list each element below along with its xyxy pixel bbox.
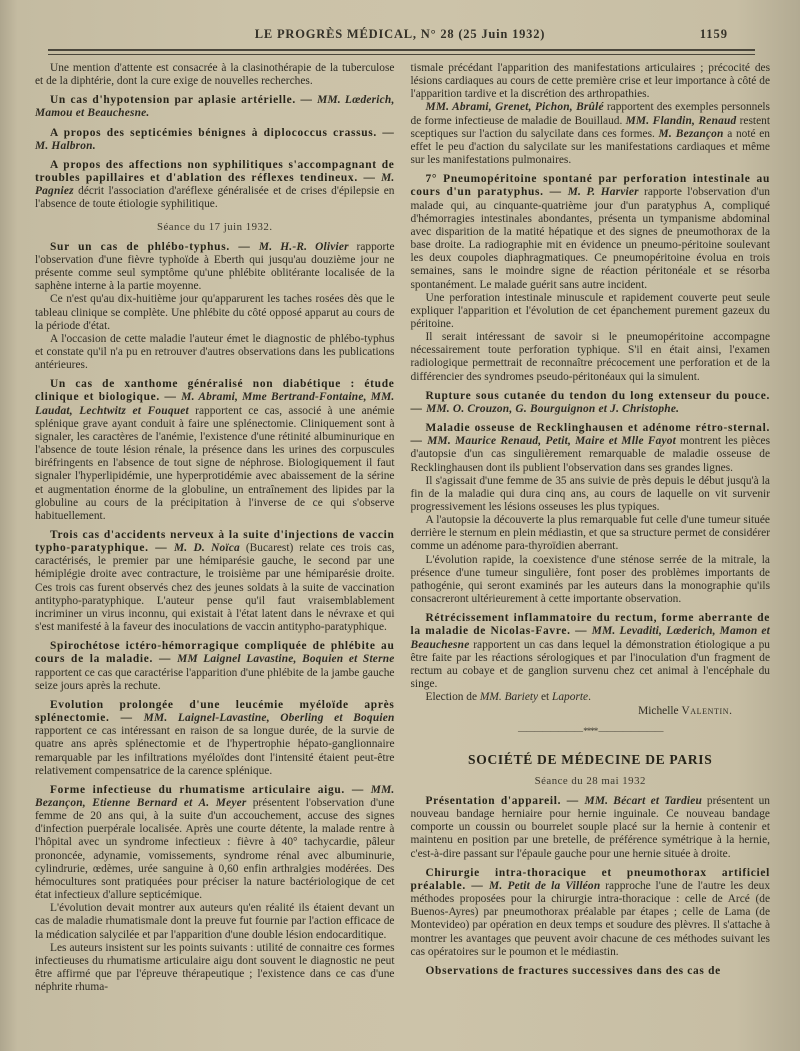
seance-heading <box>411 775 771 788</box>
text-run: Valentin <box>681 705 730 718</box>
text-run: MM. Bécart et Tardieu <box>584 794 702 807</box>
text-run: MM. Levaditi, Lœderich, Mamon et Beauchesne <box>410 625 770 651</box>
text-run: M. Halbron. <box>35 139 96 152</box>
text-run: Un cas d'hypotension par aplasie artérielle. — <box>50 94 318 107</box>
text-run: Evolution prolongée d'une leucémie myéloïde après splénectomie. — <box>35 698 395 725</box>
continuation-paragraph <box>411 62 771 101</box>
text-run: rapportent des exemples personnels de forme infectieuse de maladie de Bouillaud. <box>410 101 770 127</box>
paragraph <box>35 333 395 372</box>
communication-heading-paragraph <box>35 699 395 778</box>
text-run: M. Abrami, Mme Bertrand-Fontaine, MM. Laudat, Lechtwitz et Fouquet <box>35 391 395 417</box>
text-run: MM. Bariety <box>479 691 539 704</box>
text-run: Maladie osseuse de Recklinghausen et adénome rétro-sternal. — <box>410 422 770 448</box>
text-run: Ce n'est qu'au dix-huitième jour qu'apparurent les taches rosées dès que le tableau clinique se complète. Une phlébite du côté opposé apparut au cours de la période d'état. <box>35 293 395 332</box>
text-run: M. H.-R. Olivier <box>258 240 349 253</box>
text-run: . <box>729 705 732 718</box>
text-run: Spirochétose ictéro-hémorragique compliquée de phlébite au cours de la maladie. — <box>35 640 395 666</box>
right-column <box>411 62 771 1051</box>
communication-heading-paragraph <box>411 795 771 861</box>
text-run: présentent un nouveau bandage herniaire pour hernie inguinale. Ce nouveau bandage comporte un coussin ou bourrelet souple placé sur la hernie à contenir et maintenu en position par une bretelle, de préférence symétrique à la hernie, c'est-à-dire passant sur l'épaule gauche pour une hernie située à droite. <box>410 794 770 860</box>
text-run: rapportent ce cas intéressant en raison de sa longue durée, de la survie de quatre ans après splénectomie et de l'hypertrophie hépato-ganglionnaire remarquable par les infiltrations myéloïdes dont l'intensité étaient peut-être relativement compensatrice de la carence splénique. <box>35 725 395 777</box>
communication-heading-paragraph <box>411 965 771 978</box>
text-run: M. Pagniez <box>35 172 395 198</box>
header-rule <box>48 49 755 55</box>
text-run: SOCIÉTÉ DE MÉDECINE DE PARIS <box>468 751 713 767</box>
text-run: restent sceptiques sur l'action du salycilate dans ces formes. <box>410 114 771 140</box>
page-number: 1159 <box>699 27 728 41</box>
text-run: et <box>538 691 553 704</box>
text-run: MM. Abrami, Grenet, Pichon, Brûlé <box>425 101 604 114</box>
text-run: MM. Bezançon, Etienne Bernard et A. Meyer <box>35 783 395 809</box>
text-run: MM. Maurice Renaud, Petit, Maire et Mlle Fayot <box>427 435 677 448</box>
left-column <box>35 62 395 1051</box>
communication-heading-paragraph <box>35 159 395 212</box>
text-run: MM. Flandin, Renaud <box>625 114 737 127</box>
paragraph <box>35 62 395 88</box>
section-divider: ———————— **** ———————— <box>518 725 663 736</box>
text-run: M. Petit de la Villéon <box>489 879 601 892</box>
communication-heading-paragraph <box>35 640 395 693</box>
text-run: Il serait intéressant de savoir si le pneumopéritoine accompagne nécessairement toute perforation typhique. S'il en était ainsi, l'examen radiologique permettrait de reconnaître précocement une perforation et de la différencier des syndromes pseudo-péritonéaux qui la simulent. <box>410 331 770 383</box>
paragraph <box>411 292 771 331</box>
text-run: M. P. Harvier <box>567 186 639 199</box>
paragraph <box>411 554 771 607</box>
text-run: MM Laignel Lavastine, Boquien et Sterne <box>177 653 395 666</box>
communication-heading-paragraph <box>35 127 395 153</box>
text-run: M. Bezançon <box>658 127 724 140</box>
election-line <box>411 691 771 704</box>
communication-heading-paragraph <box>35 94 395 120</box>
text-run: Les auteurs insistent sur les points suivants : utilité de connaitre ces formes infectieuses du rhumatisme articulaire aigu dont souvent le diagnostic ne peut être affirmé que par l'épreuve thérapeutique ; l'existence dans ce cas d'une néphrite rhuma- <box>35 941 395 994</box>
communication-heading-paragraph <box>35 378 395 523</box>
communication-heading-paragraph <box>411 422 771 475</box>
text-run: L'évolution rapide, la coexistence d'une sténose serrée de la mitrale, la présence d'une tumeur singulière, font poser des problèmes importants de pathogénie, qui seront examinés par les auteurs dans la monographie qu'ils consacreront ultérieurement à cette importante observation. <box>410 553 770 606</box>
communication-heading-paragraph <box>35 529 395 634</box>
signature <box>411 705 771 718</box>
paragraph <box>411 101 771 167</box>
text-run: rapproche l'une de l'autre les deux méthodes proposées pour la chirurgie intra-thoracique : celle de Arcé (de Buenos-Ayres) par pneumothorax préalable par étapes ; celle de Lama (de Montevideo) par opération en deux temps et soudure des plèvres. Il s'attache à montrer les avantages que peuvent avoir chacune de ces méthodes suivant les cas opératoires sur le poumon et le médiastin. <box>410 879 771 958</box>
text-run: rapportent ce cas, associé à une anémie splénique grave ayant conduit à faire une splénectomie. Cliniquement sont à signaler, les caractères de l'anémie, l'existence d'une rétinité albuminurique en l'absence de toute lésion rénale, la présence dans les urines des corpuscules biréfringents en l'absence de tout signe de néphrose. Biologiquement il faut signaler l'hyperlipidémie, une hyperprotidémie avec abaissement de la sérine et augmentation énorme de la globuline, un entraînement des lipides par la globuline au cours de la précipitation à l'inverse de ce qui s'observe habituellement. <box>35 404 395 522</box>
communication-heading-paragraph <box>35 241 395 294</box>
paragraph <box>35 942 395 995</box>
text-run: Rupture sous cutanée du tendon du long extenseur du pouce. — <box>410 389 770 415</box>
text-run: Election de <box>425 691 480 704</box>
text-run: montrent les pièces d'autopsie d'un cas singulièrement remarquable de maladie osseuse de Recklinghausen dont ils publient l'observation dans ses grandes lignes. <box>410 435 770 474</box>
text-run: Trois cas d'accidents nerveux à la suite d'injections de vaccin typho-paratyphique. — <box>35 529 395 555</box>
paragraph <box>411 331 771 384</box>
text-run: Une perforation intestinale minuscule et rapidement couverte peut seule expliquer l'apparition et l'évolution de cet épanchement purement gazeux du péritoine. <box>410 291 770 330</box>
page-header <box>0 27 800 42</box>
communication-heading-paragraph <box>411 173 771 291</box>
text-run: Une mention d'attente est consacrée à la clasinothérapie de la tuberculose et de la diphtérie, dont la cure exige de nouvelles recherches. <box>35 62 395 88</box>
text-run: Sur un cas de phlébo-typhus. — <box>50 240 259 253</box>
text-run: 7° Pneumopéritoine spontané par perforation intestinale au cours d'un paratyphus. — <box>410 173 770 199</box>
paragraph <box>411 514 771 553</box>
paragraph <box>35 293 395 332</box>
paragraph <box>411 475 771 514</box>
text-run: A propos des septicémies bénignes à diplococcus crassus. — <box>50 126 395 139</box>
text-run: A l'occasion de cette maladie l'auteur émet le diagnostic de phlébo-typhus et constate qu'il n'a pu en retrouver d'autres observations dans les publications antérieures. <box>35 332 395 372</box>
text-run: Laporte <box>552 691 589 704</box>
text-run: M. D. Noïca <box>173 542 240 555</box>
journal-title: LE PROGRÈS MÉDICAL, N° 28 (25 Juin 1932) <box>254 27 546 41</box>
text-run: A l'autopsie la découverte la plus remarquable fut celle d'une tumeur située derrière le sternum en plein médiastin, et que sa structure permet de considérer comme un adénome para-thyroïdien aberrant. <box>410 514 770 553</box>
communication-heading-paragraph <box>411 867 771 959</box>
society-title <box>411 753 771 766</box>
text-run: L'évolution devait montrer aux auteurs qu'en réalité ils étaient devant un cas de maladie rhumatismale dont la preuve fut fournie par l'action efficace de la médication salycilée et par l'apparition d'une double lésion endocarditique. <box>35 902 395 941</box>
text-run: MM. Laignel-Lavastine, Oberling et Boquien <box>143 712 395 725</box>
text-run: MM. O. Crouzon, G. Bourguignon et J. Christophe. <box>426 402 680 415</box>
text-columns <box>35 62 770 1051</box>
text-run: Il s'agissait d'une femme de 35 ans suivie de près depuis le début jusqu'à la fin de la maladie qui dura cinq ans, au cours de laquelle on vit survenir progressivement les lésions osseuses les plus typiques. <box>410 474 770 513</box>
text-run: Présentation d'appareil. — <box>425 794 585 807</box>
text-run: Observations de fractures successives dans des cas de <box>425 964 721 977</box>
text-run: (Bucarest) relate ces trois cas, caractérisés, le premier par une hémiparésie gauche, le second par une hémiplégie droite avec contracture, le troisième par une hémiparésie droite. Ces trois cas furent observés chez des jeunes soldats à la suite de vaccination antitypho-paratyphique. L'auteur pense qu'il faut vraisemblablement incriminer un virus inconnu, qui existait à l'état latent dans le névraxe et qui s'est manifesté à la faveur des inoculations de vaccin antitypho-paratyphique. <box>35 542 395 634</box>
text-run: Séance du 28 mai 1932 <box>534 774 646 787</box>
text-run: . <box>588 691 591 704</box>
text-run: rapportent ce cas que caractérise l'apparition d'une phlébite de la jambe gauche seize jours après la rechute. <box>35 666 395 692</box>
text-run: A propos des affections non syphilitiques s'accompagnant de troubles papillaires et d'ablation des réflexes tendineux. — <box>35 158 395 185</box>
text-run: Un cas de xanthome généralisé non diabétique : étude clinique et biologique. — <box>35 378 395 404</box>
communication-heading-paragraph <box>411 390 771 416</box>
text-run: présentent l'observation d'une femme de 20 ans qui, à la suite d'un accouchement, accuse des signes d'infection puerpérale localisée. Après une courte détente, la malade rentre à l'hôpital avec un syndrome infectieux : fièvre à 40° tachycardie, pâleur prononcée, adynamie, vomissements, syndrome rénal avec albuminurie, cylindrurie, œdèmes, urée sanguine à 0,60 enfin arthralgies modérées. Des hémocultures sont pratiquées pour préciser la nature bactériologique de cet état infectieux d'allure septicémique. <box>35 796 395 902</box>
text-run: MM. Lœderich, Mamou et Beauchesne. <box>35 94 395 120</box>
text-run: rapportent un cas dans lequel la démonstration étiologique a pu être faite par les réactions sérologiques et par l'inoculation d'un fragment de rectum au cobaye et de ganglion survenu chez cet animal à l'encéphale du singe. <box>410 638 770 691</box>
text-run: Chirurgie intra-thoracique et pneumothorax artificiel préalable. — <box>410 866 770 892</box>
paragraph <box>35 902 395 941</box>
text-run: Michelle <box>638 705 682 718</box>
seance-heading <box>35 221 395 234</box>
communication-heading-paragraph <box>35 784 395 902</box>
text-run: Séance du 17 juin 1932. <box>156 220 273 233</box>
text-run: tismale précédant l'apparition des manifestations articulaires ; précocité des lésions cardiaques au cours de cette première crise et leur importance à côté de l'apparition tardive et la discrétion des arthropathies. <box>410 62 770 101</box>
communication-heading-paragraph <box>411 612 771 691</box>
text-run: Forme infectieuse du rhumatisme articulaire aigu. — <box>50 783 371 796</box>
text-run: a noté en effet le peu d'action du salycilate sur les manifestations cardiaques et même sur les manifestations pulmonaires. <box>410 127 770 167</box>
text-run: rapporte l'observation d'une fièvre typhoïde à Eberth qui jusqu'au douzième jour ne présente comme seul symptôme qu'une phlébite oblitérante localisée de la saphène interne à la partie moyenne. <box>35 240 395 293</box>
text-run: décrit l'association d'aréflexe généralisée et de crises d'épilepsie en l'absence de toute étiologie syphilitique. <box>35 185 395 211</box>
text-run: rapporte l'observation d'un malade qui, au cinquante-quatrième jour d'un paratyphus A, compliqué d'hémorragies intestinales abondantes, présenta un tympanisme abdominal avec disparition de la matité hépatique et des signes de pneumothorax de la base droite. La radiographie mit en évidence un pneumo-péritoine soulevant les deux coupoles diaphragmatiques. Ce pneumopéritoine évolua en trois semaines, sans le moindre signe de réaction péritonéale et se résorba spontanément. Le malade guérit sans autre incident. <box>410 186 770 291</box>
text-run: Rétrécissement inflammatoire du rectum, forme aberrante de la maladie de Nicolas-Favre. — <box>410 612 770 638</box>
